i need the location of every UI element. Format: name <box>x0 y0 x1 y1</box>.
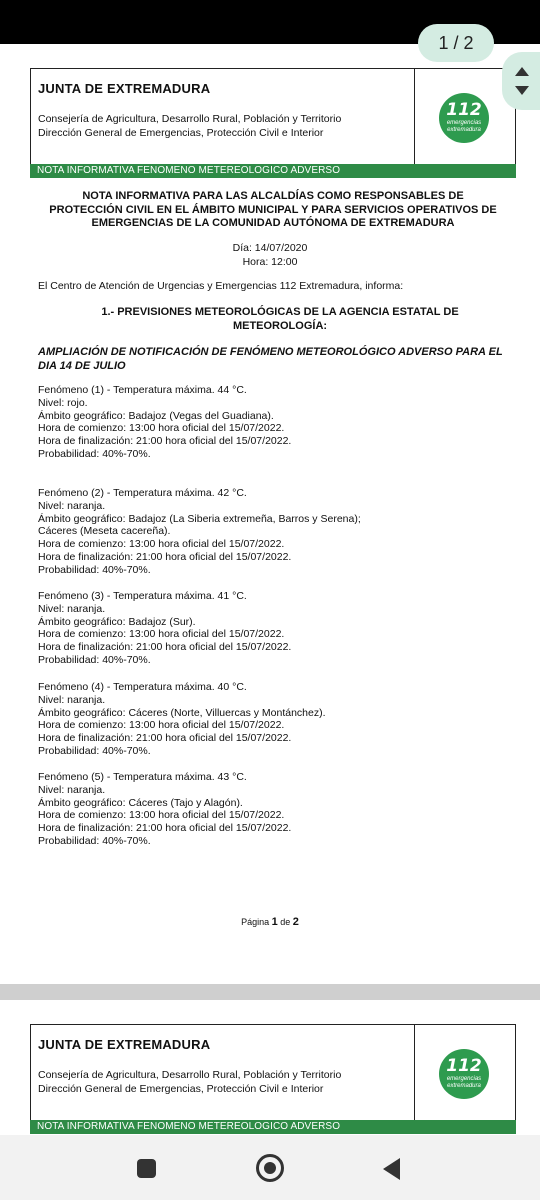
page-separator <box>0 984 540 1000</box>
section-heading: 1.- PREVISIONES METEOROLÓGICAS DE LA AGENCIA ESTATAL DE METEOROLOGÍA: <box>101 306 459 332</box>
note-banner: NOTA INFORMATIVA FENOMENO METEREOLOGICO ADVERSO <box>30 164 516 178</box>
home-dot <box>264 1162 276 1174</box>
letterhead <box>30 68 516 164</box>
fenomeno-block: Fenómeno (3) - Temperatura máxima. 41 °C. Nivel: naranja. Ámbito geográfico: Badajoz (Sur). Hora de comienzo: 13:00 hora oficial del 15/07/2022. Hora de finalización: 21:00 hora oficial del 15/07/2022. Probabilidad: 40%-70%. <box>38 590 292 666</box>
home-circle-icon[interactable] <box>256 1154 284 1182</box>
chevron-down-icon <box>515 86 529 95</box>
letterhead-title: JUNTA DE EXTREMADURA <box>38 1037 211 1052</box>
intro-text: El Centro de Atención de Urgencias y Emergencias 112 Extremadura, informa: <box>38 280 404 292</box>
letterhead-divider <box>414 1025 416 1121</box>
page-counter[interactable]: 1 / 2 <box>418 24 494 62</box>
letterhead-divider <box>414 69 416 165</box>
letterhead-directorate: Dirección General de Emergencias, Protección Civil e Interior <box>38 127 324 139</box>
document-page-1 <box>0 44 540 984</box>
page-footer: Página 1 de 2 <box>241 916 299 928</box>
letterhead-directorate: Dirección General de Emergencias, Protección Civil e Interior <box>38 1083 324 1095</box>
letterhead-department: Consejería de Agricultura, Desarrollo Rural, Población y Territorio <box>38 1069 342 1081</box>
document-date: Día: 14/07/2020 <box>232 242 308 254</box>
back-triangle-icon[interactable] <box>383 1158 400 1180</box>
fast-scroll-handle[interactable] <box>502 52 540 110</box>
letterhead <box>30 1024 516 1120</box>
fenomeno-block: Fenómeno (1) - Temperatura máxima. 44 °C. Nivel: rojo. Ámbito geográfico: Badajoz (Vegas del Guadiana). Hora de comienzo: 13:00 hora oficial del 15/07/2022. Hora de finalización: 21:00 hora oficial del 15/07/2022. Probabilidad: 40%-70%. <box>38 384 292 460</box>
fenomeno-block: Fenómeno (4) - Temperatura máxima. 40 °C. Nivel: naranja. Ámbito geográfico: Cáceres (Norte, Villuercas y Montánchez). Hora de comienzo: 13:00 hora oficial del 15/07/2022. Hora de finalización: 21:00 hora oficial del 15/07/2022. Probabilidad: 40%-70%. <box>38 681 326 757</box>
chevron-up-icon <box>515 67 529 76</box>
ampliacion-heading: AMPLIACIÓN DE NOTIFICACIÓN DE FENÓMENO METEOROLÓGICO ADVERSO PARA EL DIA 14 DE JULIO <box>38 346 503 372</box>
fenomeno-block: Fenómeno (2) - Temperatura máxima. 42 °C. Nivel: naranja. Ámbito geográfico: Badajoz (La Siberia extremeña, Barros y Serena); Cáceres (Meseta cacereña). Hora de comienzo: 13:00 hora oficial del 15/07/2022. Hora de finalización: 21:00 hora oficial del 15/07/2022. Probabilidad: 40%-70%. <box>38 487 361 576</box>
logo-112: 112 emergencias extremadura <box>439 1049 489 1099</box>
square-icon[interactable] <box>137 1159 156 1178</box>
note-banner: NOTA INFORMATIVA FENOMENO METEREOLOGICO ADVERSO <box>30 1120 516 1134</box>
letterhead-title: JUNTA DE EXTREMADURA <box>38 81 211 96</box>
fenomeno-block: Fenómeno (5) - Temperatura máxima. 43 °C. Nivel: naranja. Ámbito geográfico: Cáceres (Tajo y Alagón). Hora de comienzo: 13:00 hora oficial del 15/07/2022. Hora de finalización: 21:00 hora oficial del 15/07/2022. Probabilidad: 40%-70%. <box>38 771 292 847</box>
navigation-bar <box>0 1135 540 1200</box>
logo-112: 112 emergencias extremadura <box>439 93 489 143</box>
document-title: NOTA INFORMATIVA PARA LAS ALCALDÍAS COMO RESPONSABLES DE PROTECCIÓN CIVIL EN EL ÁMBITO MUNICIPAL Y PARA SERVICIOS OPERATIVOS DE EMERGENCIAS DE LA COMUNIDAD AUTÓNOMA DE EXTREMADURA <box>49 190 497 229</box>
document-page-2 <box>0 1000 540 1135</box>
document-time: Hora: 12:00 <box>242 256 298 268</box>
letterhead-department: Consejería de Agricultura, Desarrollo Rural, Población y Territorio <box>38 113 342 125</box>
